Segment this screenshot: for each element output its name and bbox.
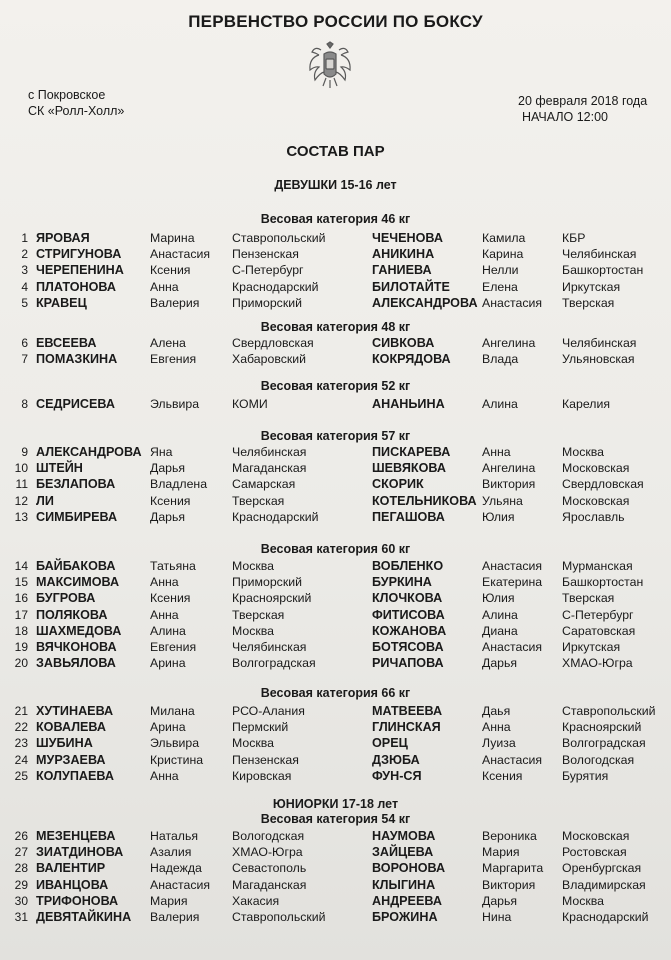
boxer-surname: ОРЕЦ (372, 736, 408, 751)
weight-category-heading: Весовая категория 66 кг (260, 686, 411, 700)
boxer-surname: КЛЫГИНА (372, 877, 436, 892)
boxer-region: Кировская (232, 768, 292, 783)
boxer-surname: ГАНИЕВА (372, 263, 432, 278)
boxer-first-name: Мария (482, 845, 520, 860)
boxer-surname: ПОЛЯКОВА (36, 607, 108, 622)
boxer-region: Волгоградская (232, 656, 316, 671)
boxer-first-name: Ксения (150, 591, 191, 606)
boxer-region: Москва (562, 893, 604, 908)
boxer-first-name: Карина (482, 247, 524, 262)
boxer-first-name: Марина (150, 231, 195, 245)
boxer-region: Москва (232, 736, 274, 751)
boxer-first-name: Анна (482, 720, 511, 735)
boxer-first-name: Арина (150, 656, 186, 671)
boxer-first-name: Дaья (482, 704, 511, 718)
boxer-surname: ЧЕЧЕНОВА (372, 231, 443, 245)
boxer-region: Краснодарский (232, 279, 319, 294)
boxer-region: Тверская (562, 295, 615, 310)
weight-category-heading: Весовая категория 48 кг (260, 320, 411, 334)
pair-number: 21 (14, 704, 28, 718)
pair-number: 23 (14, 736, 28, 751)
pair-number: 7 (21, 352, 28, 367)
pair-number: 22 (14, 720, 28, 735)
boxer-surname: ПОМАЗКИНА (36, 352, 118, 367)
boxer-first-name: Ульяна (482, 493, 523, 508)
pair-number: 14 (14, 559, 28, 573)
boxer-region: Краснодарский (232, 509, 319, 524)
boxer-surname: АЛЕКСАНДРОВА (372, 295, 478, 310)
boxer-first-name: Евгения (150, 640, 197, 654)
boxer-surname: КОЖАНОВА (372, 623, 447, 638)
double-headed-eagle-icon (307, 40, 353, 90)
pair-number: 13 (14, 509, 28, 524)
boxer-region: Челябинская (232, 445, 307, 459)
boxer-region: Волгоградская (562, 736, 646, 751)
boxer-first-name: Кристина (150, 752, 204, 767)
boxer-region: Москва (232, 559, 274, 573)
pair-number: 10 (14, 461, 28, 476)
pair-number: 5 (21, 295, 28, 310)
boxer-region: Челябинская (562, 336, 637, 350)
pair-number: 24 (14, 752, 28, 767)
boxer-region: Тверская (232, 493, 285, 508)
boxer-surname: ФИТИСОВА (372, 607, 445, 622)
pair-number: 6 (21, 336, 28, 350)
pair-number: 25 (14, 768, 28, 783)
pair-number: 30 (14, 893, 28, 908)
boxer-surname: ШУБИНА (36, 736, 93, 751)
boxer-first-name: Диана (482, 623, 518, 638)
boxer-surname: КОВАЛЕВА (36, 720, 106, 735)
boxer-first-name: Надежда (150, 861, 202, 876)
boxer-first-name: Виктория (482, 477, 536, 492)
boxer-surname: БРОЖИНА (372, 910, 438, 924)
boxer-region: КОМИ (232, 397, 268, 411)
event-date: 20 февраля 2018 года (518, 94, 648, 108)
boxer-region: Мурманская (562, 559, 633, 573)
boxer-first-name: Дарья (150, 461, 186, 476)
boxer-region: Магаданская (232, 461, 307, 476)
boxer-surname: МАТВЕЕВА (372, 704, 443, 718)
boxer-region: Хакасия (232, 893, 280, 908)
boxer-region: Ставропольский (562, 704, 656, 718)
boxer-surname: ФУН-СЯ (372, 768, 422, 783)
pair-number: 26 (14, 829, 28, 843)
boxer-first-name: Эльвира (150, 397, 200, 411)
boxer-region: Московская (562, 829, 630, 843)
boxer-region: Московская (562, 461, 630, 476)
venue-arena: СК «Ролл-Холл» (28, 104, 125, 118)
boxer-region: КБР (562, 231, 586, 245)
boxer-surname: ВОРОНОВА (372, 861, 446, 876)
boxer-first-name: Милана (150, 704, 195, 718)
weight-category-heading: Весовая категория 54 кг (260, 812, 411, 826)
pair-number: 12 (14, 493, 28, 508)
boxer-first-name: Камила (482, 231, 526, 245)
boxer-region: Ростовская (562, 845, 627, 860)
boxer-first-name: Ангелина (482, 461, 536, 476)
pair-number: 8 (21, 397, 28, 411)
boxer-first-name: Мария (150, 893, 188, 908)
boxer-region: Ставропольский (232, 910, 326, 924)
boxer-surname: КЛОЧКОВА (372, 591, 443, 606)
boxer-surname: БОТЯСОВА (372, 640, 444, 654)
boxer-surname: КОЛУПАЕВА (36, 768, 114, 783)
boxer-surname: РИЧАПОВА (372, 656, 444, 671)
boxer-surname: АНДРЕЕВА (372, 893, 442, 908)
boxer-region: Иркутская (562, 279, 621, 294)
boxer-first-name: Маргарита (482, 861, 544, 876)
pair-number: 31 (14, 910, 28, 924)
event-start-time: НАЧАЛО 12:00 (522, 110, 609, 124)
boxer-surname: ЗАЙЦЕВА (372, 845, 434, 860)
boxer-region: Ярославль (562, 509, 625, 524)
boxer-surname: БУГРОВА (36, 591, 96, 606)
boxer-first-name: Эльвира (150, 736, 200, 751)
boxer-region: Башкортостан (562, 575, 644, 590)
boxer-surname: СТРИГУНОВА (36, 247, 122, 262)
boxer-first-name: Анастасия (150, 247, 210, 262)
pair-number: 29 (14, 877, 28, 892)
boxer-surname: СКОРИК (372, 477, 424, 492)
boxer-region: Москва (562, 445, 604, 459)
boxer-region: ХМАО-Югра (232, 845, 303, 860)
boxer-region: С-Петербург (562, 607, 634, 622)
boxer-surname: МЕЗЕНЦЕВА (36, 829, 116, 843)
boxer-surname: ЗИАТДИНОВА (36, 845, 124, 860)
boxer-first-name: Анастасия (482, 640, 542, 654)
age-group-heading: ДЕВУШКИ 15-16 лет (274, 178, 397, 192)
boxer-surname: ДЗЮБА (372, 752, 420, 767)
boxer-surname: ХУТИНАЕВА (36, 704, 114, 718)
boxer-first-name: Анастасия (482, 295, 542, 310)
boxer-first-name: Алина (150, 623, 186, 638)
boxer-first-name: Евгения (150, 352, 197, 367)
boxer-surname: ВАЛЕНТИР (36, 861, 106, 876)
boxer-first-name: Ксения (482, 768, 523, 783)
boxer-region: Вологодская (562, 752, 635, 767)
boxer-first-name: Ангелина (482, 336, 536, 350)
boxer-surname: ЛИ (36, 493, 54, 508)
pair-number: 27 (14, 845, 28, 860)
boxer-region: Оренбургская (562, 861, 642, 876)
boxer-surname: ШЕВЯКОВА (372, 461, 446, 476)
boxer-surname: КОТЕЛЬНИКОВА (372, 493, 477, 508)
boxer-first-name: Арина (150, 720, 186, 735)
boxer-first-name: Нина (482, 910, 512, 924)
boxer-first-name: Дарья (482, 893, 518, 908)
boxer-surname: ЗАВЬЯЛОВА (36, 656, 116, 671)
boxer-first-name: Анна (150, 575, 179, 590)
boxer-surname: ВОБЛЕНКО (372, 559, 444, 573)
weight-category-heading: Весовая категория 46 кг (260, 212, 411, 226)
boxer-surname: ИВАНЦОВА (36, 877, 109, 892)
boxer-first-name: Ксения (150, 493, 191, 508)
boxer-surname: АНИКИНА (372, 247, 435, 262)
boxer-surname: ШАХМЕДОВА (36, 623, 122, 638)
boxer-first-name: Татьяна (150, 559, 196, 573)
boxer-surname: ДЕВЯТАЙКИНА (36, 910, 132, 924)
pair-number: 17 (14, 607, 28, 622)
boxer-region: Красноярский (232, 591, 312, 606)
boxer-first-name: Наталья (150, 829, 199, 843)
boxer-surname: ТРИФОНОВА (36, 893, 119, 908)
boxer-region: Челябинская (562, 247, 637, 262)
boxer-first-name: Елена (482, 279, 518, 294)
boxer-surname: ЯРОВАЯ (36, 231, 90, 245)
boxer-first-name: Ксения (150, 263, 191, 278)
boxer-region: Пензенская (232, 247, 299, 262)
boxer-region: Приморский (232, 575, 302, 590)
boxer-region: Пензенская (232, 752, 299, 767)
boxer-surname: НАУМОВА (372, 829, 436, 843)
boxer-region: Карелия (562, 397, 610, 411)
venue-village: с Покровское (28, 88, 106, 102)
boxer-first-name: Анастасия (482, 752, 542, 767)
pair-number: 15 (14, 575, 28, 590)
boxer-surname: ШТЕЙН (36, 461, 83, 476)
boxer-region: Иркутская (562, 640, 621, 654)
boxer-region: Владимирская (562, 877, 646, 892)
boxer-surname: ПЕГАШОВА (372, 509, 445, 524)
boxer-first-name: Анна (150, 279, 179, 294)
boxer-surname: СИМБИРЕВА (36, 509, 118, 524)
boxer-region: Приморский (232, 295, 302, 310)
boxer-surname: ПЛАТОНОВА (36, 279, 116, 294)
pair-number: 11 (15, 477, 28, 492)
boxer-region: Свердловская (562, 477, 644, 492)
boxer-first-name: Анна (150, 768, 179, 783)
boxer-first-name: Дарья (150, 509, 186, 524)
boxer-first-name: Юлия (482, 509, 515, 524)
boxer-region: Москва (232, 623, 274, 638)
boxer-surname: СИВКОВА (372, 336, 435, 350)
boxer-surname: БЕЗЛАПОВА (36, 477, 116, 492)
boxer-region: Московская (562, 493, 630, 508)
boxer-surname: ВЯЧКОНОВА (36, 640, 117, 654)
pair-number: 18 (14, 623, 28, 638)
boxer-region: Краснодарский (562, 910, 649, 924)
boxer-region: Ставропольский (232, 231, 326, 245)
boxer-region: ХМАО-Югра (562, 656, 633, 671)
boxer-surname: МАКСИМОВА (36, 575, 120, 590)
boxer-first-name: Влада (482, 352, 519, 367)
boxer-first-name: Азалия (150, 845, 192, 860)
pair-number: 3 (21, 263, 28, 278)
pair-number: 9 (21, 445, 28, 459)
boxer-surname: КОКРЯДОВА (372, 352, 451, 367)
boxer-region: Ульяновская (562, 352, 635, 367)
boxer-region: Бурятия (562, 768, 609, 783)
pair-number: 28 (14, 861, 28, 876)
boxer-region: РСО-Алания (232, 704, 305, 718)
document-title: ПЕРВЕНСТВО РОССИИ ПО БОКСУ (188, 12, 483, 31)
boxer-first-name: Анастасия (150, 877, 210, 892)
boxer-first-name: Анна (150, 607, 179, 622)
boxer-region: Пермский (232, 720, 289, 735)
boxer-first-name: Валерия (150, 295, 200, 310)
boxer-region: Хабаровский (232, 352, 306, 367)
weight-category-heading: Весовая категория 57 кг (260, 429, 411, 443)
boxer-region: Магаданская (232, 877, 307, 892)
boxer-surname: АЛЕКСАНДРОВА (36, 445, 142, 459)
boxer-first-name: Анастасия (482, 559, 542, 573)
boxer-surname: БУРКИНА (372, 575, 432, 590)
boxer-first-name: Луиза (482, 736, 516, 751)
pair-number: 20 (14, 656, 28, 671)
boxer-region: Тверская (232, 607, 285, 622)
boxer-surname: БАЙБАКОВА (36, 559, 116, 573)
boxer-region: Тверская (562, 591, 615, 606)
boxer-surname: ГЛИНСКАЯ (372, 720, 441, 735)
boxer-surname: ПИСКАРЕВА (372, 445, 451, 459)
boxer-first-name: Владлена (150, 477, 208, 492)
boxer-surname: БИЛОТАЙТЕ (372, 279, 450, 294)
boxer-surname: ЧЕРЕПЕНИНА (36, 263, 124, 278)
pairs-heading: СОСТАВ ПАР (286, 143, 385, 160)
boxer-region: Вологодская (232, 829, 305, 843)
boxer-first-name: Яна (150, 445, 173, 459)
boxer-surname: СЕДРИСЕВА (36, 397, 115, 411)
boxer-region: Башкортостан (562, 263, 644, 278)
boxer-first-name: Юлия (482, 591, 515, 606)
boxer-region: Свердловская (232, 336, 314, 350)
boxer-surname: АНАНЬИНА (372, 397, 445, 411)
boxer-surname: ЕВСЕЕВА (36, 336, 97, 350)
pair-number: 2 (21, 247, 28, 262)
boxer-first-name: Алена (150, 336, 186, 350)
boxer-region: Севастополь (232, 861, 307, 876)
boxer-region: Челябинская (232, 640, 307, 654)
boxer-region: С-Петербург (232, 263, 304, 278)
pair-number: 16 (14, 591, 28, 606)
pair-number: 1 (21, 231, 28, 245)
boxer-first-name: Виктория (482, 877, 536, 892)
pair-number: 19 (14, 640, 28, 654)
boxer-first-name: Дарья (482, 656, 518, 671)
boxer-first-name: Анна (482, 445, 511, 459)
boxer-first-name: Алина (482, 607, 518, 622)
boxer-first-name: Екатерина (482, 575, 543, 590)
boxer-region: Красноярский (562, 720, 642, 735)
weight-category-heading: Весовая категория 52 кг (260, 379, 411, 393)
boxer-first-name: Вероника (482, 829, 537, 843)
boxer-surname: МУРЗАЕВА (36, 752, 106, 767)
boxer-region: Саратовская (562, 623, 636, 638)
age-group-heading: ЮНИОРКИ 17-18 лет (272, 797, 399, 811)
boxer-region: Самарская (232, 477, 296, 492)
boxer-first-name: Нелли (482, 263, 519, 278)
boxer-first-name: Алина (482, 397, 518, 411)
pair-number: 4 (21, 279, 28, 294)
boxer-first-name: Валерия (150, 910, 200, 924)
boxer-surname: КРАВЕЦ (36, 295, 87, 310)
weight-category-heading: Весовая категория 60 кг (260, 542, 411, 556)
